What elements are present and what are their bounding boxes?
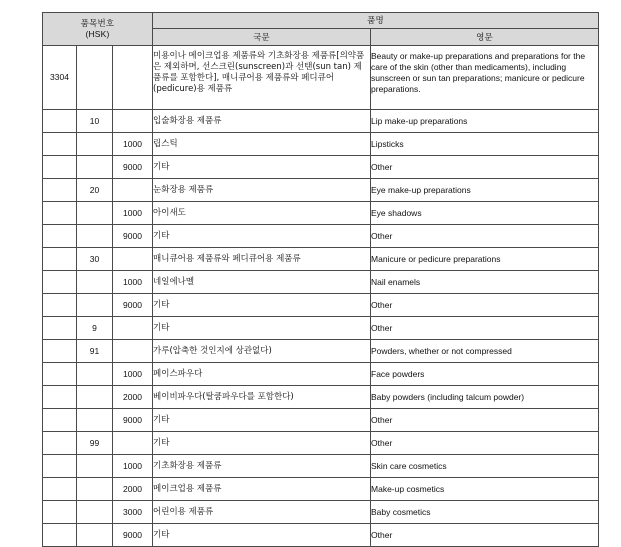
cell-hsk-code-3: 2000 xyxy=(113,386,153,409)
cell-english-name: Manicure or pedicure preparations xyxy=(371,248,599,271)
table-row xyxy=(43,340,599,363)
cell-korean-name: 기타 xyxy=(153,524,371,547)
cell-hsk-code-2 xyxy=(77,271,113,294)
cell-hsk-code-3: 9000 xyxy=(113,225,153,248)
cell-hsk-code-1 xyxy=(43,271,77,294)
table-row xyxy=(43,271,599,294)
table-row xyxy=(43,133,599,156)
cell-english-name: Other xyxy=(371,317,599,340)
cell-hsk-code-1 xyxy=(43,455,77,478)
cell-korean-name: 기타 xyxy=(153,294,371,317)
cell-korean-name: 가루(압축한 것인지에 상관없다) xyxy=(153,340,371,363)
table-row xyxy=(43,248,599,271)
table-row xyxy=(43,317,599,340)
cell-korean-name: 기타 xyxy=(153,317,371,340)
cell-korean-name: 립스틱 xyxy=(153,133,371,156)
header-row-top xyxy=(43,13,599,29)
cell-hsk-code-3: 2000 xyxy=(113,478,153,501)
cell-korean-name: 입술화장용 제품류 xyxy=(153,110,371,133)
cell-hsk-code-2 xyxy=(77,156,113,179)
cell-hsk-code-1 xyxy=(43,179,77,202)
cell-hsk-code-1 xyxy=(43,386,77,409)
table-row xyxy=(43,386,599,409)
column-header-english: 영문 xyxy=(371,29,599,46)
cell-hsk-code-1 xyxy=(43,294,77,317)
cell-hsk-code-3 xyxy=(113,248,153,271)
cell-hsk-code-2 xyxy=(77,133,113,156)
cell-hsk-code-2: 99 xyxy=(77,432,113,455)
cell-korean-name: 기타 xyxy=(153,225,371,248)
table-row xyxy=(43,46,599,110)
cell-hsk-code-3 xyxy=(113,317,153,340)
column-header-hsk xyxy=(43,13,153,46)
cell-hsk-code-3: 9000 xyxy=(113,156,153,179)
table-row xyxy=(43,432,599,455)
cell-hsk-code-3: 1000 xyxy=(113,455,153,478)
cell-hsk-code-1 xyxy=(43,202,77,225)
cell-korean-name: 기타 xyxy=(153,432,371,455)
cell-english-name: Face powders xyxy=(371,363,599,386)
cell-english-name: Other xyxy=(371,432,599,455)
cell-hsk-code-3: 9000 xyxy=(113,294,153,317)
cell-hsk-code-1 xyxy=(43,478,77,501)
cell-korean-name: 베이비파우다(탈쿰파우다를 포함한다) xyxy=(153,386,371,409)
table-row xyxy=(43,524,599,547)
cell-korean-name: 아이새도 xyxy=(153,202,371,225)
column-header-hsk-line2: (HSK) xyxy=(85,29,110,39)
cell-korean-name: 어린이용 제품류 xyxy=(153,501,371,524)
table-row xyxy=(43,409,599,432)
cell-korean-name: 페이스파우다 xyxy=(153,363,371,386)
cell-hsk-code-1 xyxy=(43,340,77,363)
cell-korean-name: 눈화장용 제품류 xyxy=(153,179,371,202)
table-row xyxy=(43,179,599,202)
cell-english-name: Baby powders (including talcum powder) xyxy=(371,386,599,409)
table-row xyxy=(43,478,599,501)
table-body xyxy=(43,46,599,547)
table-row xyxy=(43,110,599,133)
cell-english-name: Skin care cosmetics xyxy=(371,455,599,478)
cell-english-name: Lipsticks xyxy=(371,133,599,156)
cell-korean-name: 기타 xyxy=(153,156,371,179)
cell-english-name: Other xyxy=(371,156,599,179)
table-row xyxy=(43,156,599,179)
cell-hsk-code-1 xyxy=(43,432,77,455)
cell-hsk-code-1 xyxy=(43,501,77,524)
cell-korean-name: 기초화장용 제품류 xyxy=(153,455,371,478)
cell-hsk-code-3: 1000 xyxy=(113,363,153,386)
cell-hsk-code-3: 1000 xyxy=(113,271,153,294)
cell-korean-name: 매니큐어용 제품류와 페디큐어용 제품류 xyxy=(153,248,371,271)
cell-hsk-code-2: 20 xyxy=(77,179,113,202)
cell-korean-name: 미용이나 메이크업용 제품류와 기초화장용 제품류[의약품은 제외하며, 선스크린(sunscreen)과 선탠(sun tan) 제품류를 포함한다], 매니큐어용 제품류와 페디큐어(pedicure)용 제품류 xyxy=(153,46,371,110)
cell-korean-name: 기타 xyxy=(153,409,371,432)
cell-hsk-code-1 xyxy=(43,156,77,179)
cell-hsk-code-2: 91 xyxy=(77,340,113,363)
cell-hsk-code-2 xyxy=(77,225,113,248)
column-header-korean: 국문 xyxy=(153,29,371,46)
cell-hsk-code-2 xyxy=(77,501,113,524)
cell-hsk-code-3 xyxy=(113,110,153,133)
cell-hsk-code-1 xyxy=(43,225,77,248)
table-row xyxy=(43,501,599,524)
cell-hsk-code-1 xyxy=(43,317,77,340)
cell-hsk-code-3 xyxy=(113,179,153,202)
cell-hsk-code-2 xyxy=(77,294,113,317)
cell-hsk-code-3: 9000 xyxy=(113,524,153,547)
cell-english-name: Other xyxy=(371,294,599,317)
cell-hsk-code-2 xyxy=(77,524,113,547)
cell-hsk-code-3 xyxy=(113,46,153,110)
cell-english-name: Other xyxy=(371,225,599,248)
table-row xyxy=(43,363,599,386)
cell-hsk-code-2: 9 xyxy=(77,317,113,340)
table-row xyxy=(43,225,599,248)
hsk-tariff-table xyxy=(42,12,599,547)
cell-hsk-code-1 xyxy=(43,524,77,547)
cell-english-name: Powders, whether or not compressed xyxy=(371,340,599,363)
cell-hsk-code-1 xyxy=(43,363,77,386)
table-header xyxy=(43,13,599,46)
cell-hsk-code-2 xyxy=(77,409,113,432)
cell-hsk-code-3: 1000 xyxy=(113,202,153,225)
cell-english-name: Lip make-up preparations xyxy=(371,110,599,133)
cell-hsk-code-1: 3304 xyxy=(43,46,77,110)
column-header-hsk-line1: 품목번호 xyxy=(80,18,115,29)
cell-hsk-code-2: 30 xyxy=(77,248,113,271)
cell-hsk-code-2: 10 xyxy=(77,110,113,133)
table-row xyxy=(43,294,599,317)
cell-hsk-code-1 xyxy=(43,133,77,156)
cell-hsk-code-1 xyxy=(43,409,77,432)
cell-hsk-code-3: 1000 xyxy=(113,133,153,156)
table-row xyxy=(43,455,599,478)
cell-hsk-code-2 xyxy=(77,202,113,225)
table-row xyxy=(43,202,599,225)
cell-english-name: Eye shadows xyxy=(371,202,599,225)
cell-english-name: Other xyxy=(371,409,599,432)
cell-english-name: Nail enamels xyxy=(371,271,599,294)
cell-hsk-code-2 xyxy=(77,46,113,110)
cell-english-name: Baby cosmetics xyxy=(371,501,599,524)
cell-english-name: Beauty or make-up preparations and preparations for the care of the skin (other than medicaments), including sunscreen or sun tan preparations; manicure or pedicure preparations. xyxy=(371,46,599,110)
cell-hsk-code-2 xyxy=(77,363,113,386)
cell-hsk-code-3 xyxy=(113,340,153,363)
column-header-product-name: 품명 xyxy=(153,13,599,29)
cell-english-name: Other xyxy=(371,524,599,547)
cell-english-name: Make-up cosmetics xyxy=(371,478,599,501)
cell-english-name: Eye make-up preparations xyxy=(371,179,599,202)
cell-korean-name: 네일에나멜 xyxy=(153,271,371,294)
cell-hsk-code-1 xyxy=(43,110,77,133)
cell-hsk-code-3: 9000 xyxy=(113,409,153,432)
cell-hsk-code-3: 3000 xyxy=(113,501,153,524)
cell-hsk-code-2 xyxy=(77,478,113,501)
cell-hsk-code-2 xyxy=(77,455,113,478)
cell-korean-name: 메이크업용 제품류 xyxy=(153,478,371,501)
cell-hsk-code-3 xyxy=(113,432,153,455)
cell-hsk-code-1 xyxy=(43,248,77,271)
cell-hsk-code-2 xyxy=(77,386,113,409)
